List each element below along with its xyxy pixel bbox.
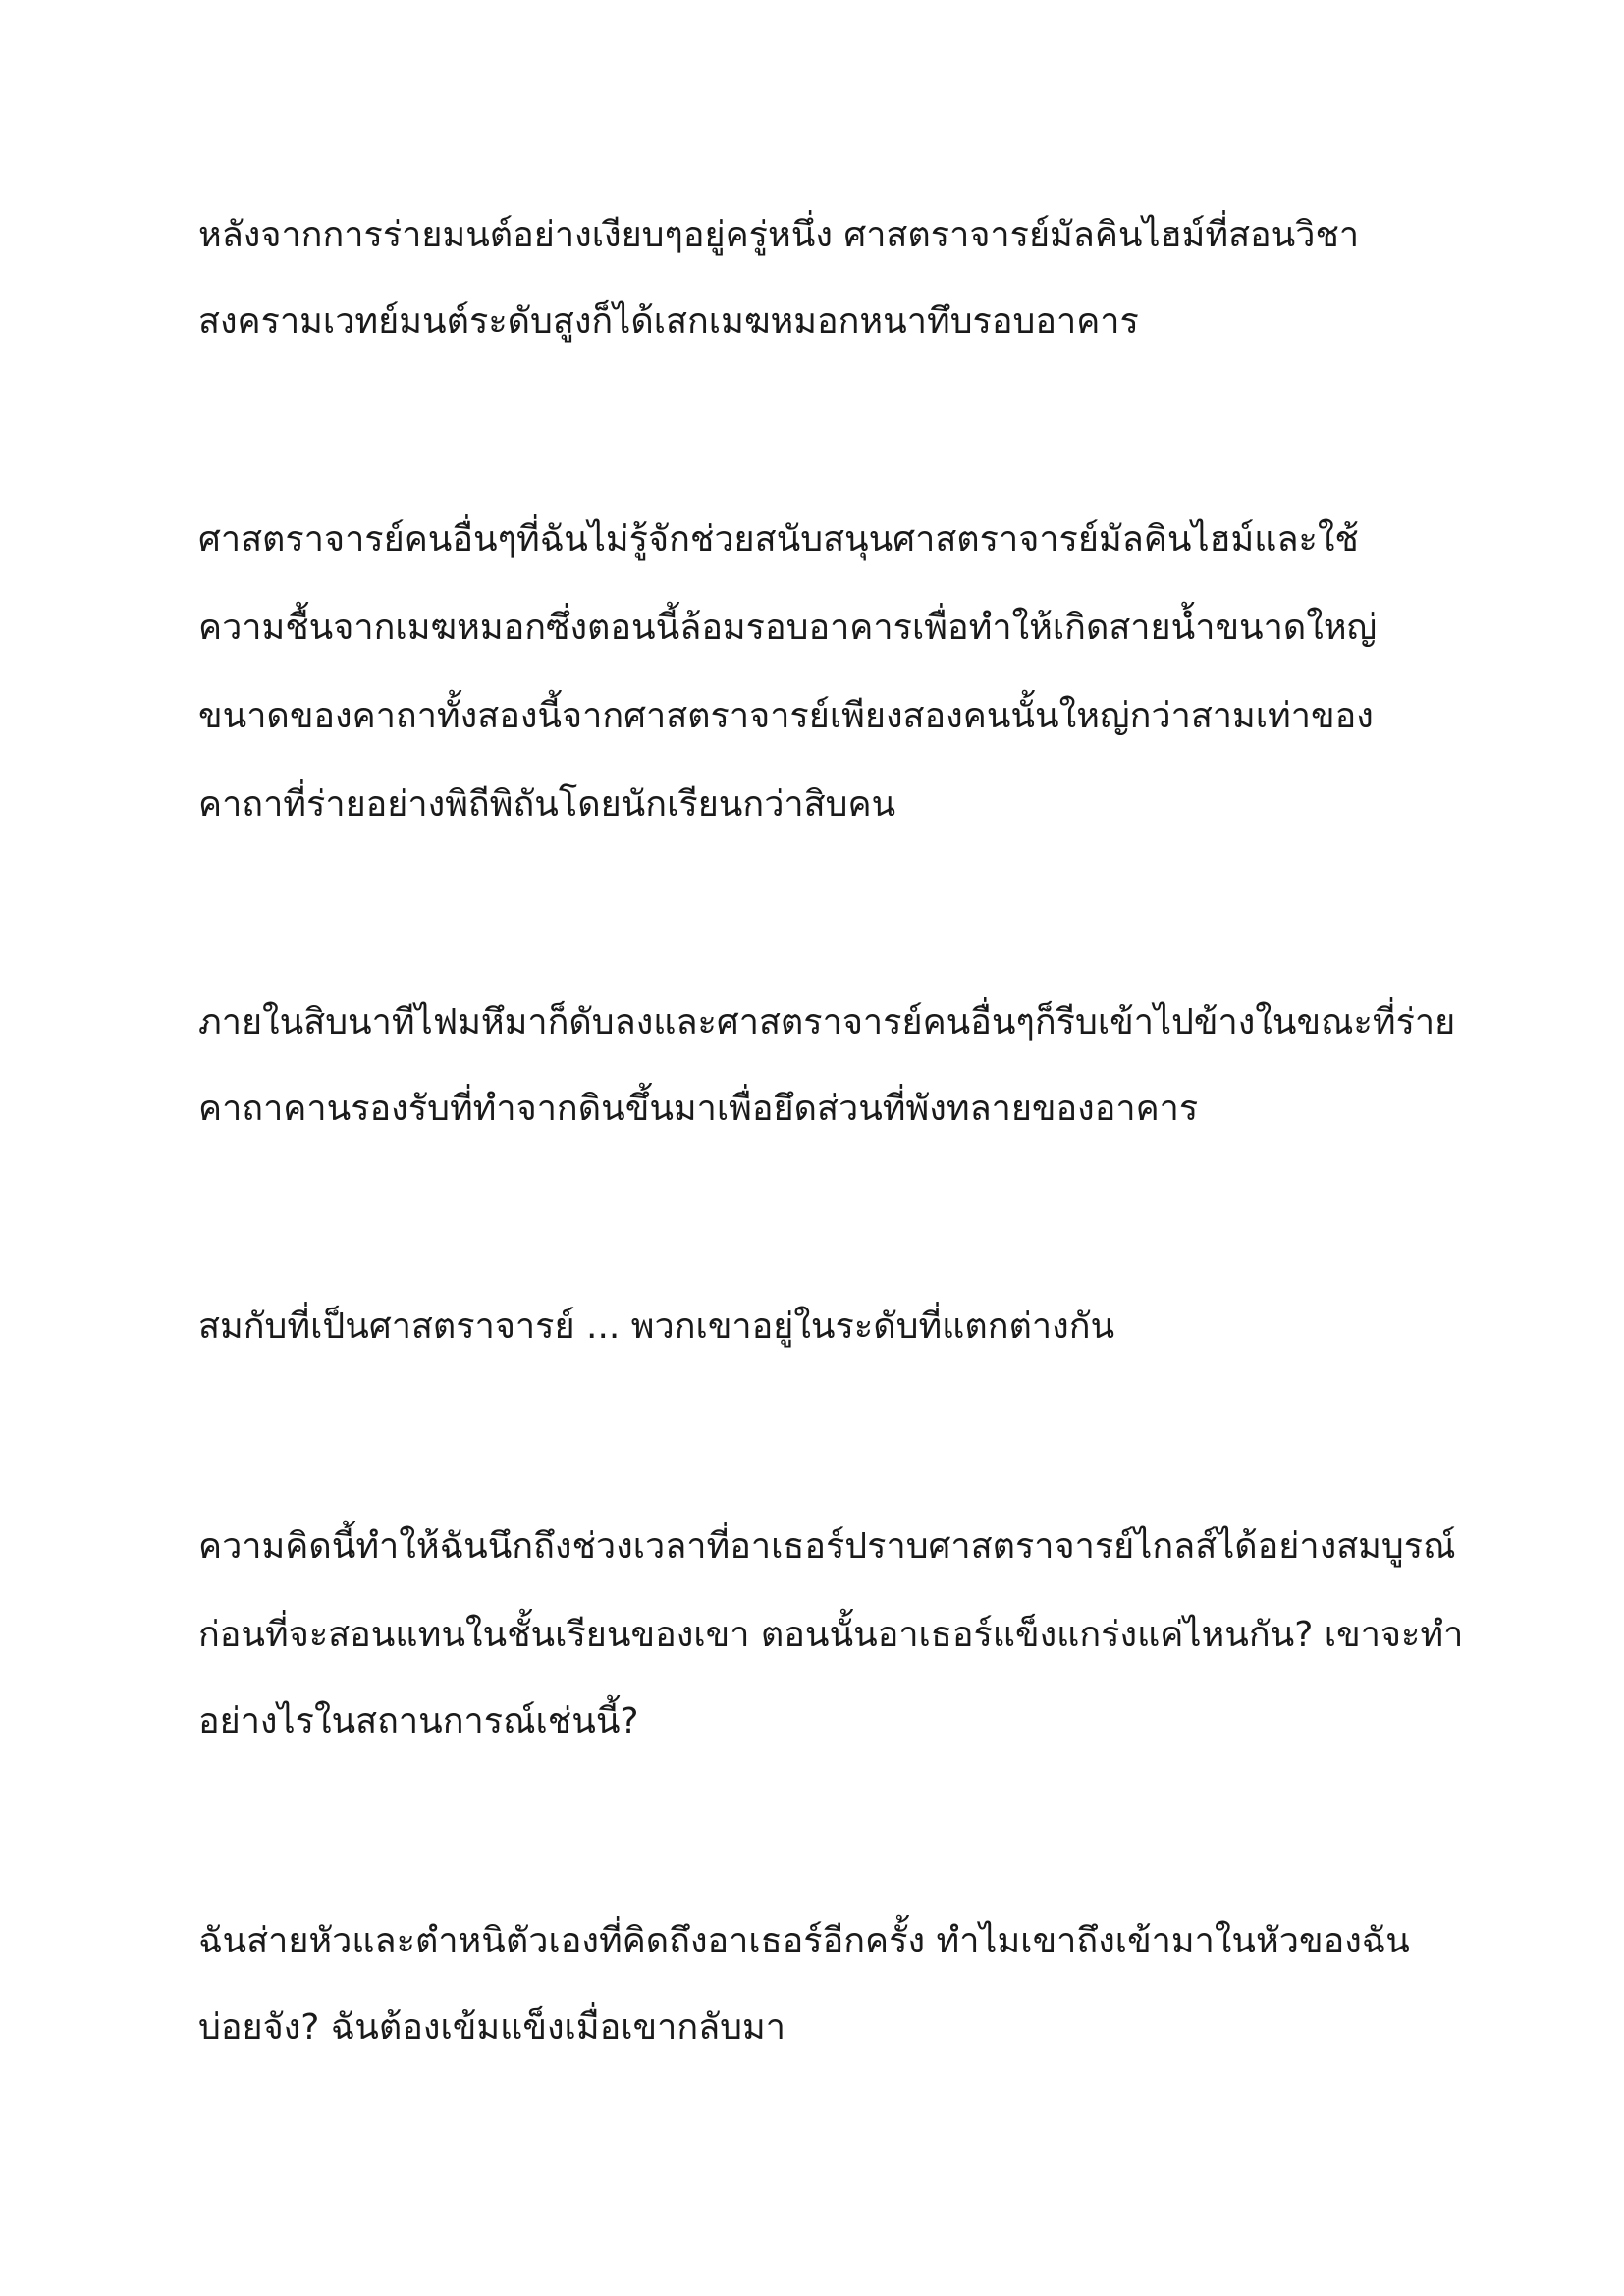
paragraph-3-line-2: คาถาคานรองรับที่ทำจากดินขึ้นมาเพื่อยึดส่วนที่พังทลายของอาคาร	[198, 1089, 1199, 1129]
paragraph-1-line-1: หลังจากการร่ายมนต์อย่างเงียบๆอยู่ครู่หนึ่ง ศาสตราจารย์มัลคินไฮม์ที่สอนวิชา	[198, 215, 1360, 255]
paragraph-1-line-2: สงครามเวทย์มนต์ระดับสูงก็ได้เสกเมฆหมอกหนาทึบรอบอาคาร	[198, 301, 1139, 342]
paragraph-2-line-1: ศาสตราจารย์คนอื่นๆที่ฉันไม่รู้จักช่วยสนับสนุนศาสตราจารย์มัลคินไฮม์และใช้	[198, 519, 1359, 560]
paragraph-2-line-4: คาถาที่ร่ายอย่างพิถีพิถันโดยนักเรียนกว่าสิบคน	[198, 784, 896, 825]
paragraph-5-line-3: อย่างไรในสถานการณ์เช่นนี้?	[198, 1701, 639, 1741]
paragraph-6-line-1: ฉันส่ายหัวและตำหนิตัวเองที่คิดถึงอาเธอร์อีกครั้ง ทำไมเขาถึงเข้ามาในหัวของฉัน	[198, 1921, 1410, 1961]
paragraph-2-line-2: ความชื้นจากเมฆหมอกซึ่งตอนนี้ล้อมรอบอาคารเพื่อทำให้เกิดสายน้ำขนาดใหญ่	[198, 608, 1378, 648]
paragraph-5-line-1: ความคิดนี้ทำให้ฉันนึกถึงช่วงเวลาที่อาเธอร์ปราบศาสตราจารย์ไกลส์ได้อย่างสมบูรณ์	[198, 1526, 1456, 1567]
paragraph-6-line-2: บ่อยจัง? ฉันต้องเข้มแข็งเมื่อเขากลับมา	[198, 2007, 785, 2048]
paragraph-2-line-3: ขนาดของคาถาทั้งสองนี้จากศาสตราจารย์เพียงสองคนนั้นใหญ่กว่าสามเท่าของ	[198, 696, 1374, 736]
paragraph-4-line-1: สมกับที่เป็นศาสตราจารย์ ... พวกเขาอยู่ในระดับที่แตกต่างกัน	[198, 1307, 1115, 1347]
paragraph-5-line-2: ก่อนที่จะสอนแทนในชั้นเรียนของเขา ตอนนั้นอาเธอร์แข็งแกร่งแค่ไหนกัน? เขาจะทำ	[198, 1615, 1464, 1655]
paragraph-3-line-1: ภายในสิบนาทีไฟมหึมาก็ดับลงและศาสตราจารย์คนอื่นๆก็รีบเข้าไปข้างในขณะที่ร่าย	[198, 1002, 1456, 1042]
